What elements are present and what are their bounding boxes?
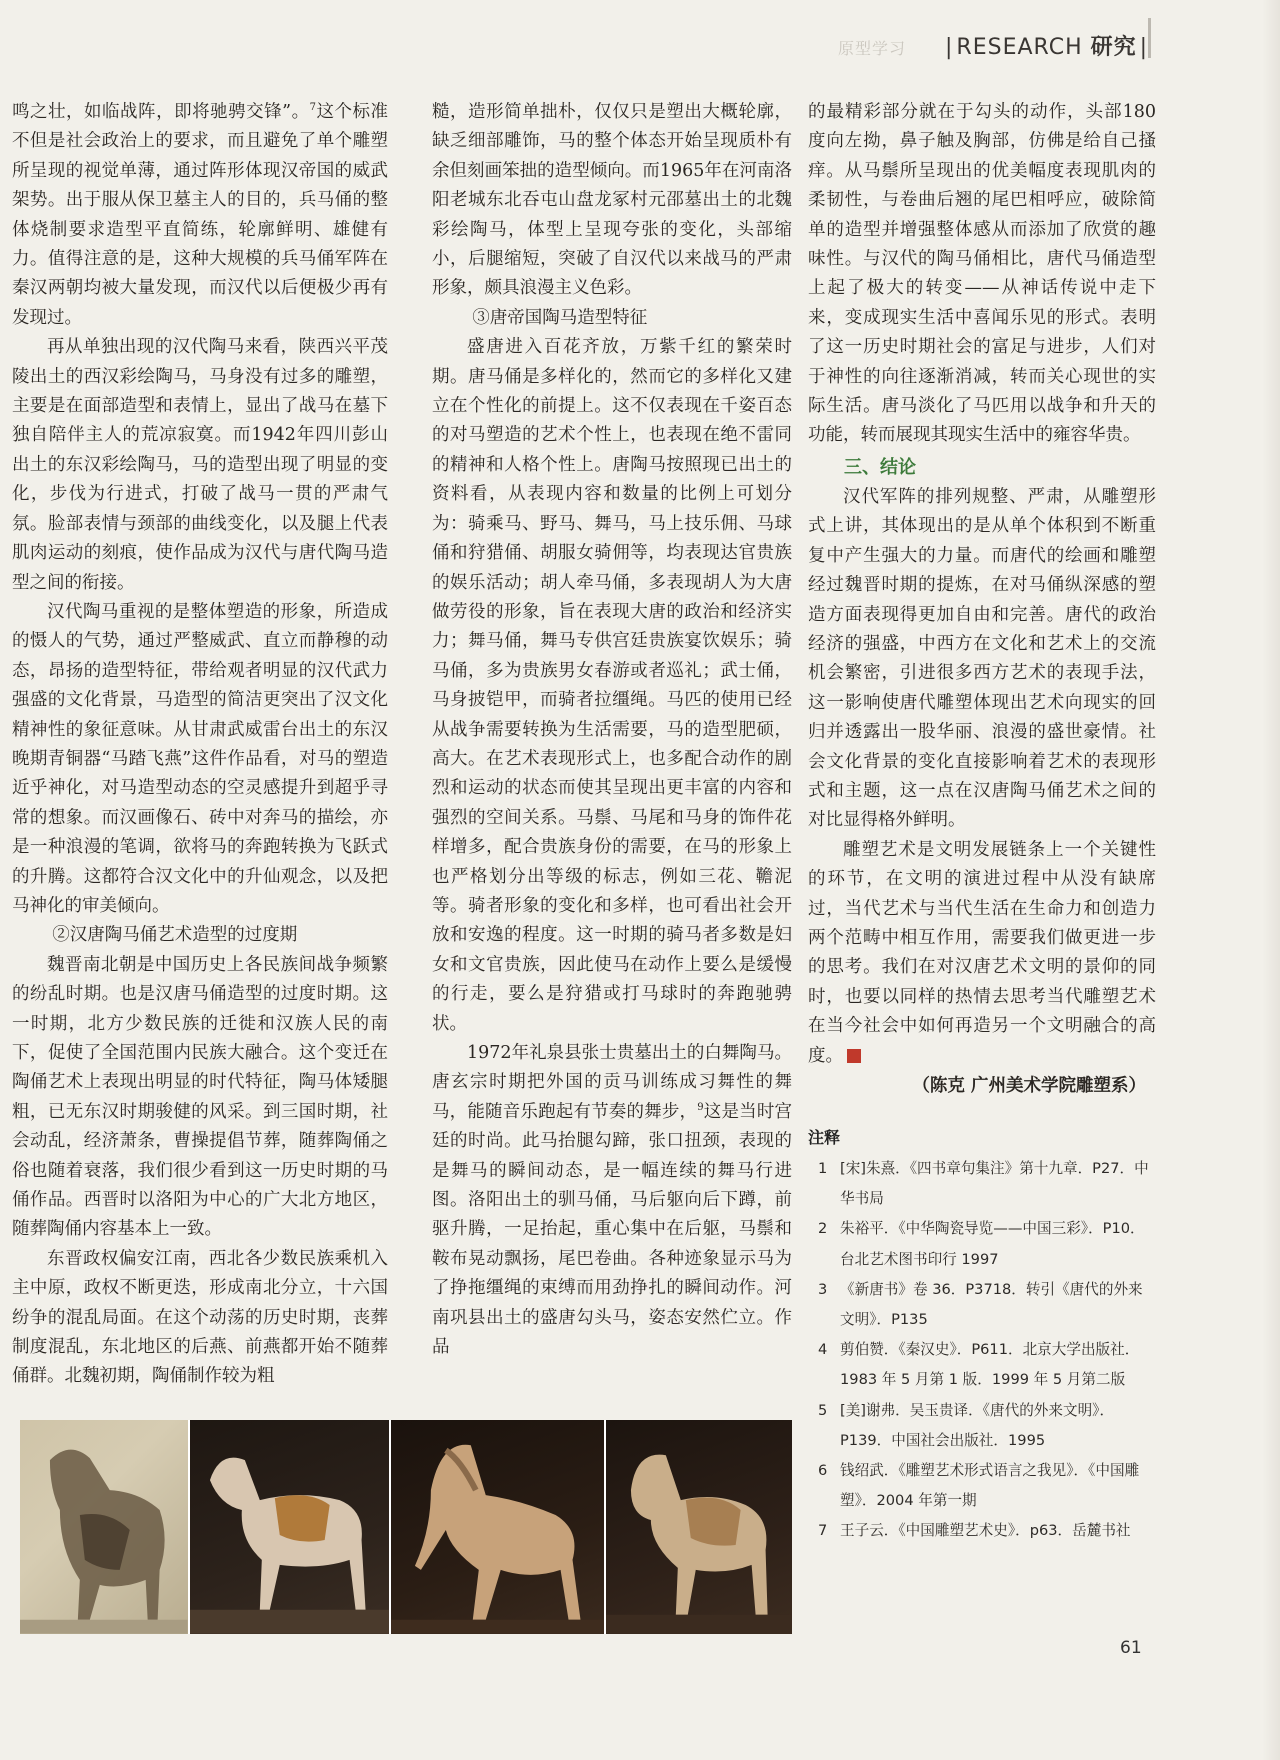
- col3-paragraph-3: 雕塑艺术是文明发展链条上一个关键性的环节，在文明的演进过程中从没有缺席过，当代艺术与当代生活在生命力和创造力两个范畴中相互作用，需要我们做更进一步的思考。我们在对汉唐艺术文明的景仰的同时，也要以同样的热情去思考当代雕塑艺术在当今社会中如何再造另一个文明融合的高度。: [808, 839, 1156, 1066]
- col1-paragraph-2: 再从单独出现的汉代陶马来看，陕西兴平茂陵出土的西汉彩绘陶马，马身没有过多的雕塑，主要是在面部造型和表情上，显出了战马在墓下独自陪伴主人的荒凉寂寞。而1942年四川彭山出土的东汉彩绘陶马，马的造型出现了明显的变化，步伐为行进式，打破了战马一贯的严肃气氛。脸部表情与颈部的曲线变化，以及腿上代表肌肉运动的刻痕，使作品成为汉代与唐代陶马造型之间的衔接。: [12, 337, 388, 593]
- header-mark: [1148, 18, 1151, 58]
- section-heading-conclusion: 三、结论: [844, 456, 916, 478]
- horse-photo-1: [20, 1420, 188, 1634]
- note-number: 4: [818, 1341, 828, 1359]
- horse-figure-3-icon: [391, 1420, 604, 1634]
- col1-subheading: ②汉唐陶马俑艺术造型的过度期: [52, 925, 298, 946]
- author-line: （陈克 广州美术学院雕塑系）: [912, 1076, 1146, 1096]
- note-item: [808, 1456, 1156, 1516]
- horse-photo-3: [389, 1420, 604, 1634]
- col2-paragraph-3: 1972年礼泉县张士贵墓出土的白舞陶马。唐玄宗时期把外国的贡马训练成习舞性的舞马，能随音乐跑起有节奏的舞步，$^9$这是当时宫廷的时尚。此马抬腿勾蹄，张口扭颈，表现的是舞马的瞬间动态，是一幅连续的舞马行进图。洛阳出土的驯马俑，马后躯向后下蹲，前驱升腾，一足抬起，重心集中在后躯，马鬃和鞍布晃动飘扬，尾巴卷曲。各种迹象显示马为了挣拖缰绳的束缚而用劲挣扎的瞬间动作。河南巩县出土的盛唐勾头马，姿态安然伫立。作品: [432, 1043, 792, 1358]
- note-text: 王子云．《中国雕塑艺术史》．p63．岳麓书社: [840, 1522, 1131, 1540]
- note-item: [808, 1396, 1156, 1456]
- note-text: [美]谢弗．吴玉贵译．《唐代的外来文明》．P139．中国社会出版社．1995: [840, 1401, 1115, 1449]
- note-number: 7: [818, 1522, 828, 1540]
- photo-strip: [20, 1420, 792, 1634]
- col3-paragraph-2: 汉代军阵的排列规整、严肃，从雕塑形式上讲，其体现出的是从单个体积到不断重复中产生强大的力量。而唐代的绘画和雕塑经过魏晋时期的提炼，在对马俑纵深感的塑造方面表现得更加自由和完善。唐代的政治经济的强盛，中西方在文化和艺术上的交流机会繁密，引进很多西方艺术的表现手法，这一影响使唐代雕塑体现出艺术向现实的回归并透露出一股华丽、浪漫的盛世豪情。社会文化背景的变化直接影响着艺术的表现形式和主题，这一点在汉唐陶马俑艺术之间的对比显得格外鲜明。: [808, 486, 1156, 831]
- note-text: 钱绍武．《雕塑艺术形式语言之我见》．《中国雕塑》．2004 年第一期: [840, 1462, 1140, 1510]
- note-number: 1: [818, 1160, 828, 1177]
- col1-paragraph-1: 鸣之壮，如临战阵，即将驰骋交锋”。$^7$这个标准不但是社会政治上的要求，而且避免了单个雕塑所呈现的视觉单薄，通过阵形体现汉帝国的威武架势。出于服从保卫墓主人的目的，兵马俑的整体烧制要求造型平直简练，轮廓鲜明、雄健有力。值得注意的是，这种大规模的兵马俑军阵在秦汉两朝均被大量发现，而汉代以后便极少再有发现过。: [12, 102, 389, 328]
- column-3: [808, 98, 1156, 1547]
- note-text: 剪伯赞．《秦汉史》．P611．北京大学出版社．1983 年 5 月第 1 版．1999 年 5 月第二版: [840, 1341, 1140, 1389]
- notes-title: 注释: [808, 1128, 841, 1147]
- footnote-ref-7: 7: [309, 102, 316, 114]
- column-1: [12, 98, 388, 1392]
- horse-figure-4-icon: [606, 1420, 792, 1634]
- col2-paragraph-2: 盛唐进入百花齐放，万紫千红的繁荣时期。唐马俑是多样化的，然而它的多样化又建立在个性化的前提上。这不仅表现在千姿百态的对马塑造的艺术个性上，也表现在绝不雷同的精神和人格个性上。唐陶马按照现已出土的资料看，从表现内容和数量的比例上可划分为：骑乘马、野马、舞马，马上技乐佣、马球俑和狩猎俑、胡服女骑佣等，均表现达官贵族的娱乐活动；胡人牵马俑，多表现胡人为大唐做劳役的形象，旨在表现大唐的政治和经济实力；舞马俑，舞马专供宫廷贵族宴饮娱乐；骑马俑，多为贵族男女春游或者巡礼；武士俑，马身披铠甲，而骑者拉缰绳。马匹的使用已经从战争需要转换为生活需要，马的造型肥硕，高大。在艺术表现形式上，也多配合动作的剧烈和运动的状态而使其呈现出更丰富的内容和强烈的空间关系。马鬃、马尾和马身的饰件花样增多，配合贵族身份的需要，在马的形象上也严格划分出等级的标志，例如三花、韂泥等。骑者形象的变化和多样，也可看出社会开放和安逸的程度。这一时期的骑马者多数是妇女和文官贵族，因此使马在动作上要么是缓慢的行走，要么是狩猎或打马球时的奔跑驰骋状。: [432, 337, 792, 1034]
- note-number: 3: [818, 1280, 828, 1298]
- notes-list: [808, 1154, 1156, 1547]
- note-text: 朱裕平．《中华陶瓷导览——中国三彩》．P10．台北艺术图书印行 1997: [840, 1220, 1145, 1268]
- header-research-cn: 研究: [1090, 35, 1137, 60]
- horse-photo-2: [188, 1420, 389, 1634]
- col2-paragraph-1: 糙，造形简单拙朴，仅仅只是塑出大概轮廓，缺乏细部雕饰，马的整个体态开始呈现质朴有余但刻画笨拙的造型倾向。而1965年在河南洛阳老城东北吞屯山盘龙冢村元邵墓出土的北魏彩绘陶马，体型上呈现夸张的变化，头部缩小，后腿缩短，突破了自汉代以来战马的严肃形象，颇具浪漫主义色彩。: [432, 102, 792, 299]
- header-research: RESEARCH: [956, 35, 1083, 60]
- note-item: [808, 1516, 1156, 1546]
- note-text: 《新唐书》卷 36．P3718．转引《唐代的外来文明》．P135: [840, 1280, 1143, 1329]
- note-number: 5: [818, 1401, 828, 1419]
- header-faint-label: 原型学习: [838, 39, 907, 58]
- note-number: 6: [818, 1462, 828, 1480]
- note-text: [宋]朱熹．《四书章句集注》第十九章．P27．中华书局: [840, 1160, 1149, 1208]
- col1-paragraph-3: 汉代陶马重视的是整体塑造的形象，所造成的慑人的气势，通过严整威武、直立而静穆的动态，昂扬的造型特征，带给观者明显的汉代武力强盛的文化背景，马造型的简洁更突出了汉文化精神性的象征意味。从甘肃武威雷台出土的东汉晚期青铜器“马踏飞燕”这件作品看，对马的塑造近乎神化，对马造型动态的空灵感提升到超乎寻常的想象。而汉画像石、砖中对奔马的描绘，亦是一种浪漫的笔调，欲将马的奔跑转换为飞跃式的升腾。这都符合汉文化中的升仙观念，以及把马神化的审美倾向。: [12, 601, 388, 916]
- note-item: [808, 1275, 1156, 1335]
- note-number: 2: [818, 1220, 828, 1238]
- col2-subheading: ③唐帝国陶马造型特征: [472, 307, 648, 328]
- note-item: [808, 1154, 1156, 1214]
- col1-paragraph-4: 魏晋南北朝是中国历史上各民族间战争频繁的纷乱时期。也是汉唐马俑造型的过度时期。这一时期，北方少数民族的迁徙和汉族人民的南下，促使了全国范围内民族大融合。这个变迁在陶俑艺术上表现出明显的时代特征，陶马体矮腿粗，已无东汉时期骏健的风采。到三国时期，社会动乱，经济萧条，曹操提倡节葬，随葬陶俑之俗也随着衰落，我们很少看到这一历史时期的马俑作品。西晋时以洛阳为中心的广大北方地区，随葬陶俑内容基本上一致。: [12, 954, 388, 1240]
- col1-paragraph-5: 东晋政权偏安江南，西北各少数民族乘机入主中原，政权不断更迭，形成南北分立，十六国纷争的混乱局面。在这个动荡的历史时期，丧葬制度混乱，东北地区的后燕、前燕都开始不随葬俑群。北魏初期，陶俑制作较为粗: [12, 1248, 388, 1387]
- page-number: 61: [1120, 1638, 1142, 1658]
- page-edge: [1262, 0, 1280, 1760]
- footnote-ref-9: 9: [697, 1101, 704, 1113]
- col3-paragraph-1: 的最精彩部分就在于勾头的动作，头部180度向左拗，鼻子触及胸部，仿佛是给自己搔痒。从马鬃所呈现出的优美幅度表现肌肉的柔韧性，与卷曲后翘的尾巴相呼应，破除简单的造型并增强整体感从而添加了欣赏的趣味性。与汉代的陶马俑相比，唐代马俑造型上起了极大的转变——从神话传说中走下来，变成现实生活中喜闻乐见的形式。表明了这一历史时期社会的富足与进步，人们对于神性的向往逐渐消减，转而关心现世的实际生活。唐马淡化了马匹用以战争和升天的功能，转而展现其现实生活中的雍容华贵。: [808, 102, 1156, 446]
- end-mark-icon: [847, 1049, 861, 1063]
- column-2: [432, 98, 792, 1362]
- horse-figure-2-icon: [190, 1420, 389, 1634]
- horse-figure-1-icon: [20, 1420, 188, 1634]
- note-item: [808, 1335, 1156, 1395]
- horse-photo-4: [604, 1420, 792, 1634]
- note-item: [808, 1214, 1156, 1274]
- running-header: | RESEARCH 研究 |: [945, 35, 1149, 60]
